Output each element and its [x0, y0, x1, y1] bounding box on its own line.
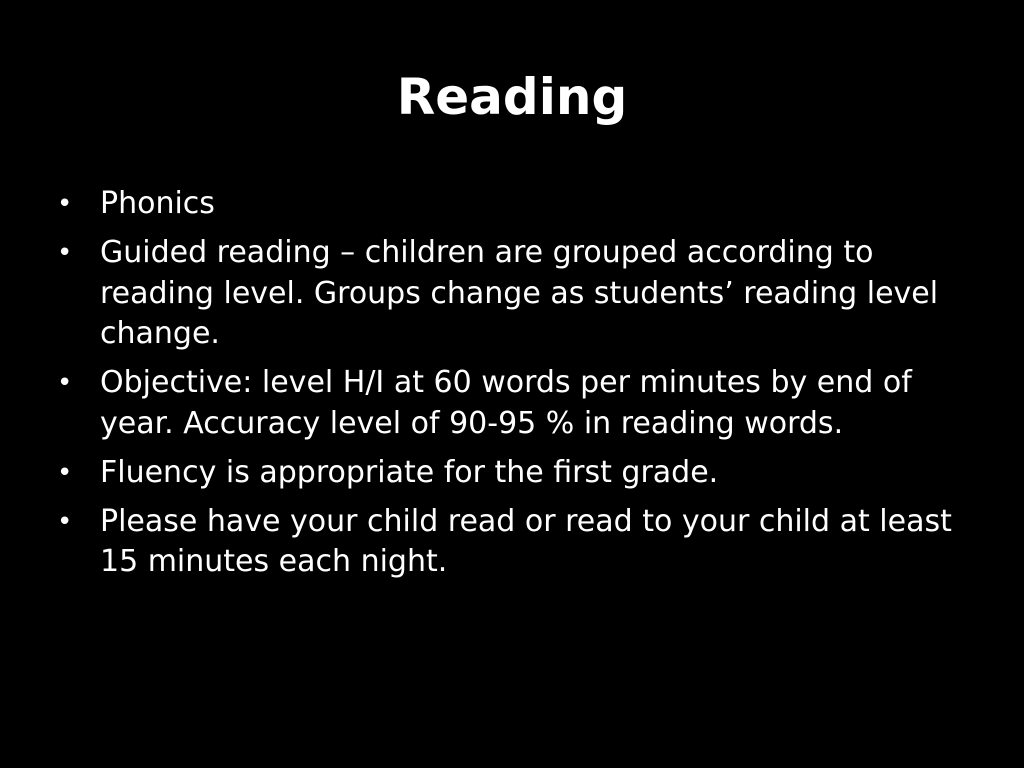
bullet-text: Phonics: [100, 186, 215, 221]
bullet-list: [57, 184, 977, 591]
bullet-text: Guided reading – children are grouped according to reading level. Groups change as students’ reading level change.: [100, 235, 939, 351]
bullet-item-phonics: [57, 184, 977, 225]
bullet-marker: •: [57, 457, 73, 488]
bullet-text: Objective: level H/I at 60 words per minutes by end of year. Accuracy level of 90-95 % in reading words.: [100, 365, 912, 441]
bullet-item-guided-reading: [57, 233, 977, 355]
bullet-marker: •: [57, 238, 73, 268]
bullet-item-fluency: [57, 453, 977, 494]
bullet-marker: •: [57, 368, 73, 398]
slide-title: Reading: [396, 68, 628, 126]
bullet-text: Fluency is appropriate for the first grade.: [100, 454, 719, 490]
bullet-marker: •: [57, 189, 73, 219]
bullet-item-reading-at-home: [57, 502, 977, 583]
bullet-text: Please have your child read or read to your child at least 15 minutes each night.: [100, 503, 952, 579]
bullet-marker: •: [57, 506, 73, 537]
bullet-item-objective: [57, 363, 977, 444]
